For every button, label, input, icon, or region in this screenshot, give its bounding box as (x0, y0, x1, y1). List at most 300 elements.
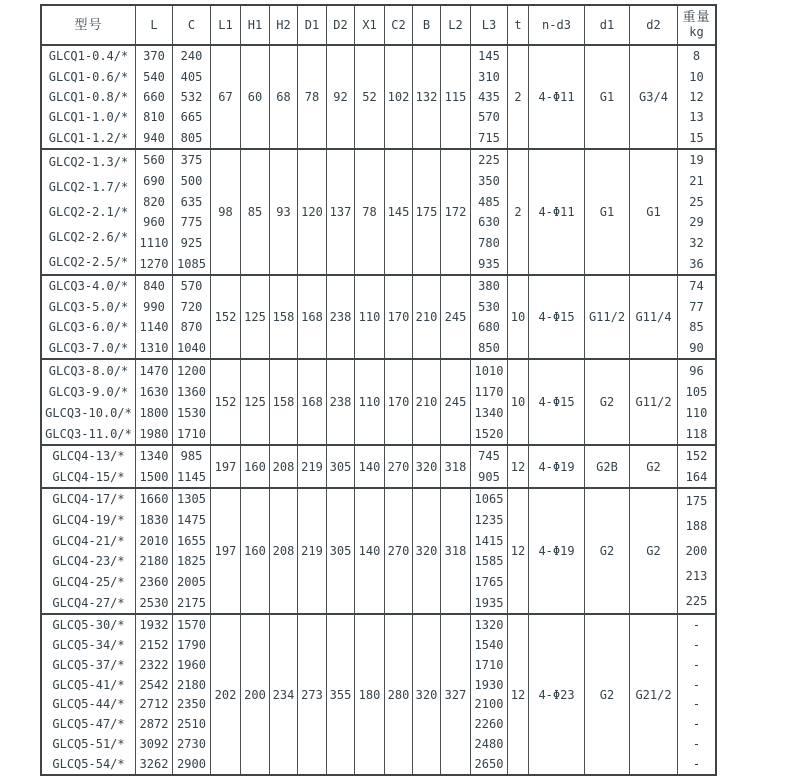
cell-L3 (471, 489, 508, 613)
cell-L2 (441, 360, 471, 444)
cell-value: 115 (444, 90, 467, 104)
cell-X1 (355, 360, 385, 444)
cell-value: GLCQ3-11.0/* (45, 426, 132, 441)
cell-L3 (471, 615, 508, 774)
cell-value: 120 (301, 205, 323, 219)
cell-value: 1110 (139, 235, 169, 250)
cell-value: 4-Φ11 (538, 90, 575, 104)
cell-value: 2180 (177, 677, 206, 692)
cell-value: 320 (415, 687, 438, 702)
cell-L (136, 46, 173, 148)
cell-value: GLCQ3-9.0/* (48, 384, 129, 399)
cell-L3 (471, 446, 508, 487)
cell-value: 93 (276, 205, 291, 219)
cell-value: 1930 (474, 677, 504, 692)
cell-value: GLCQ5-30/* (52, 617, 125, 632)
cell-value: 1085 (177, 256, 206, 271)
cell-value: 1830 (139, 512, 169, 527)
cell-L (136, 615, 173, 774)
cell-L1 (211, 360, 241, 444)
cell-value: 1475 (177, 512, 206, 527)
cell-t (508, 276, 529, 358)
cell-value: 12 (510, 687, 526, 702)
cell-value: 4-Φ19 (538, 459, 575, 474)
cell-D2 (327, 489, 355, 613)
cell-value: 273 (301, 687, 323, 702)
cell-value: 270 (387, 459, 410, 474)
cell-D2 (327, 360, 355, 444)
cell-t (508, 489, 529, 613)
cell-value: 940 (143, 130, 165, 145)
cell-value: 98 (218, 205, 233, 219)
cell-D2 (327, 446, 355, 487)
cell-value: G1 (646, 205, 661, 219)
cell-B (413, 615, 441, 774)
cell-value: 305 (329, 544, 352, 558)
cell-value: 2360 (139, 574, 169, 589)
cell-value: 110 (358, 395, 381, 409)
cell-nd3 (529, 615, 585, 774)
cell-value: 1960 (177, 657, 206, 672)
cell-value: 2350 (177, 697, 206, 712)
cell-value: GLCQ3-6.0/* (48, 320, 129, 335)
cell-L1 (211, 150, 241, 274)
cell-value: 172 (444, 205, 467, 219)
cell-value: 2100 (474, 697, 504, 712)
cell-value: 77 (689, 299, 704, 314)
column-header-H1 (241, 6, 270, 44)
cell-value: 125 (244, 395, 266, 409)
cell-value: 1520 (474, 426, 504, 441)
cell-value: 12 (510, 459, 526, 474)
cell-value: 570 (478, 110, 500, 125)
cell-L2 (441, 446, 471, 487)
cell-value: - (692, 677, 701, 692)
cell-value: GLCQ4-21/* (52, 533, 125, 548)
cell-value: 202 (214, 687, 237, 702)
cell-L1 (211, 46, 241, 148)
cell-value: 197 (214, 459, 237, 474)
cell-value: 635 (180, 194, 203, 209)
cell-value: 1530 (177, 405, 206, 420)
cell-value: G2 (599, 544, 615, 558)
cell-nd3 (529, 360, 585, 444)
cell-value: 158 (272, 395, 295, 409)
cell-B (413, 489, 441, 613)
cell-value: 2480 (474, 737, 504, 752)
cell-kg (678, 446, 715, 487)
cell-value: 532 (180, 89, 203, 104)
cell-value: 305 (329, 459, 352, 474)
column-header-label: L (150, 17, 158, 32)
column-header-C (173, 6, 211, 44)
cell-value: 1310 (139, 340, 169, 355)
cell-value: GLCQ1-1.0/* (48, 110, 129, 125)
cell-value: 1790 (177, 637, 206, 652)
cell-value: 2180 (139, 554, 169, 569)
cell-value: 690 (143, 173, 165, 188)
cell-value: 25 (689, 194, 704, 209)
cell-C2 (385, 46, 413, 148)
cell-value: G2 (599, 395, 615, 409)
cell-model (42, 150, 136, 274)
column-header-label: t (514, 17, 522, 32)
cell-value: 1320 (474, 617, 504, 632)
cell-value: 1570 (177, 617, 206, 632)
column-header-D2 (327, 6, 355, 44)
cell-H1 (241, 150, 270, 274)
table-block-row (42, 444, 715, 487)
cell-value: 10 (689, 69, 704, 84)
cell-value: - (692, 757, 701, 772)
column-header-label: 重量 (682, 10, 711, 25)
table-block-row (42, 487, 715, 613)
cell-value: 200 (685, 543, 708, 558)
cell-D1 (298, 446, 327, 487)
cell-D2 (327, 150, 355, 274)
cell-t (508, 615, 529, 774)
cell-nd3 (529, 46, 585, 148)
table-block-row (42, 613, 715, 774)
cell-value: 238 (329, 310, 352, 324)
cell-value: 3092 (139, 737, 169, 752)
cell-value: 168 (301, 395, 323, 409)
cell-value: GLCQ1-0.6/* (48, 69, 129, 84)
cell-L (136, 150, 173, 274)
table-block-row (42, 358, 715, 444)
cell-D2 (327, 615, 355, 774)
cell-value: 1065 (474, 492, 504, 507)
cell-value: 805 (180, 130, 203, 145)
cell-value: 245 (444, 310, 467, 324)
cell-d2 (630, 615, 678, 774)
cell-value: 327 (444, 687, 467, 702)
cell-B (413, 276, 441, 358)
cell-L2 (441, 276, 471, 358)
cell-value: 210 (415, 395, 438, 409)
cell-value: GLCQ1-1.2/* (48, 130, 129, 145)
cell-value: 74 (689, 279, 704, 294)
cell-L2 (441, 489, 471, 613)
cell-value: 60 (247, 90, 263, 104)
cell-H1 (241, 360, 270, 444)
cell-value: 152 (214, 395, 237, 409)
cell-L (136, 360, 173, 444)
cell-value: - (692, 657, 701, 672)
cell-L1 (211, 489, 241, 613)
cell-D1 (298, 46, 327, 148)
cell-L (136, 489, 173, 613)
column-header-d1 (585, 6, 630, 44)
cell-value: GLCQ3-10.0/* (45, 405, 132, 420)
cell-C (173, 360, 211, 444)
cell-value: 570 (180, 279, 203, 294)
cell-model (42, 46, 136, 148)
column-header-label: C (187, 17, 196, 32)
cell-value: 152 (685, 449, 708, 464)
cell-value: 92 (333, 90, 348, 104)
cell-value: GLCQ2-2.5/* (48, 254, 129, 269)
cell-value: 1630 (139, 384, 169, 399)
cell-X1 (355, 446, 385, 487)
cell-value: 1470 (139, 363, 169, 378)
cell-value: GLCQ5-44/* (52, 697, 125, 712)
cell-value: 170 (387, 310, 410, 324)
cell-value: 2650 (474, 757, 504, 772)
cell-value: G11/4 (635, 310, 672, 324)
cell-L3 (471, 150, 508, 274)
cell-value: GLCQ4-23/* (52, 554, 125, 569)
cell-d1 (585, 46, 630, 148)
cell-value: 125 (244, 310, 266, 324)
cell-value: GLCQ2-2.6/* (48, 229, 129, 244)
cell-L3 (471, 276, 508, 358)
cell-value: GLCQ2-2.1/* (48, 204, 129, 219)
cell-value: 985 (180, 449, 203, 464)
cell-C (173, 489, 211, 613)
column-header-label: L1 (218, 17, 233, 32)
cell-value: 1140 (139, 320, 169, 335)
cell-value: 225 (478, 153, 500, 168)
cell-value: G2 (599, 687, 615, 702)
cell-L1 (211, 276, 241, 358)
cell-value: GLCQ3-4.0/* (48, 279, 129, 294)
cell-C (173, 615, 211, 774)
cell-value: 200 (244, 687, 266, 702)
cell-value: - (692, 737, 701, 752)
cell-value: 630 (478, 215, 500, 230)
cell-value: G3/4 (639, 90, 668, 104)
cell-value: 1540 (474, 637, 504, 652)
table-block-row (42, 274, 715, 358)
cell-value: GLCQ3-8.0/* (48, 363, 129, 378)
cell-t (508, 360, 529, 444)
column-header-label: B (422, 17, 431, 32)
cell-D2 (327, 46, 355, 148)
cell-X1 (355, 46, 385, 148)
cell-value: 405 (180, 69, 203, 84)
cell-value: 208 (272, 459, 295, 474)
cell-value: G2B (596, 459, 618, 474)
cell-H2 (270, 46, 298, 148)
cell-X1 (355, 276, 385, 358)
cell-value: GLCQ5-51/* (52, 737, 125, 752)
table-block-row (42, 46, 715, 148)
cell-value: 10 (510, 395, 526, 409)
cell-value: 4-Φ11 (538, 205, 575, 219)
cell-value: 935 (478, 256, 500, 271)
cell-t (508, 46, 529, 148)
cell-value: 2322 (139, 657, 169, 672)
cell-value: GLCQ1-0.8/* (48, 89, 129, 104)
cell-kg (678, 276, 715, 358)
cell-value: 188 (685, 519, 708, 534)
cell-value: 318 (444, 459, 467, 474)
cell-value: 1200 (177, 363, 206, 378)
cell-kg (678, 150, 715, 274)
cell-L (136, 446, 173, 487)
cell-D1 (298, 489, 327, 613)
cell-C2 (385, 615, 413, 774)
cell-value: 850 (478, 340, 500, 355)
cell-C2 (385, 360, 413, 444)
cell-value: 375 (180, 153, 203, 168)
column-header-L (136, 6, 173, 44)
cell-value: 240 (180, 49, 203, 64)
column-header-kg (678, 6, 715, 44)
cell-value: 665 (180, 110, 203, 125)
cell-value: GLCQ4-15/* (52, 469, 125, 484)
cell-value: 2260 (474, 717, 504, 732)
cell-value: 245 (444, 395, 467, 409)
cell-B (413, 150, 441, 274)
cell-value: 1655 (177, 533, 206, 548)
cell-value: 1170 (474, 384, 504, 399)
cell-value: 318 (444, 544, 467, 558)
cell-kg (678, 489, 715, 613)
cell-value: G2 (646, 544, 661, 558)
cell-value: 1800 (139, 405, 169, 420)
cell-value: 2175 (177, 595, 206, 610)
cell-value: 270 (387, 544, 410, 558)
cell-value: 3262 (139, 757, 169, 772)
cell-value: G1 (599, 90, 615, 104)
cell-value: 145 (478, 49, 500, 64)
cell-value: 1660 (139, 492, 169, 507)
cell-C2 (385, 446, 413, 487)
cell-D1 (298, 150, 327, 274)
cell-value: 197 (214, 544, 237, 558)
cell-value: 15 (689, 130, 704, 145)
column-header-label: n-d3 (542, 17, 571, 32)
cell-t (508, 150, 529, 274)
cell-d1 (585, 489, 630, 613)
cell-value: 208 (272, 544, 295, 558)
cell-value: 350 (478, 173, 500, 188)
cell-value: GLCQ4-19/* (52, 512, 125, 527)
cell-value: 225 (685, 593, 708, 608)
cell-value: 12 (510, 544, 526, 558)
cell-value: - (692, 617, 701, 632)
cell-value: 2712 (139, 697, 169, 712)
cell-value: 320 (415, 544, 438, 558)
cell-value: 10 (510, 310, 526, 324)
cell-value: - (692, 717, 701, 732)
cell-value: 36 (689, 256, 704, 271)
cell-value: 1360 (177, 384, 206, 399)
cell-H2 (270, 489, 298, 613)
column-header-t (508, 6, 529, 44)
table-header-row (42, 6, 715, 46)
cell-value: 960 (143, 215, 165, 230)
cell-value: 168 (301, 310, 323, 324)
cell-value: 68 (276, 90, 291, 104)
cell-C (173, 276, 211, 358)
cell-value: 234 (272, 687, 295, 702)
cell-value: 21 (689, 173, 704, 188)
cell-value: 780 (478, 235, 500, 250)
cell-value: 2872 (139, 717, 169, 732)
column-header-label: D1 (304, 17, 320, 32)
cell-value: 990 (143, 299, 165, 314)
column-header-label: d2 (646, 17, 661, 32)
column-header-label: X1 (362, 17, 377, 32)
cell-value: 85 (247, 205, 263, 219)
cell-H2 (270, 615, 298, 774)
cell-C2 (385, 489, 413, 613)
cell-D1 (298, 276, 327, 358)
cell-value: GLCQ4-27/* (52, 595, 125, 610)
cell-value: 4-Φ23 (538, 687, 575, 702)
cell-value: 2005 (177, 574, 206, 589)
cell-value: - (692, 697, 701, 712)
cell-X1 (355, 150, 385, 274)
cell-value: 78 (362, 205, 377, 219)
column-header-L2 (441, 6, 471, 44)
cell-value: 78 (304, 90, 320, 104)
table-block-row (42, 148, 715, 274)
cell-value: GLCQ1-0.4/* (48, 49, 129, 64)
cell-model (42, 615, 136, 774)
cell-value: 85 (689, 320, 704, 335)
cell-d2 (630, 489, 678, 613)
cell-value: 1825 (177, 554, 206, 569)
cell-L2 (441, 150, 471, 274)
cell-value: 210 (415, 310, 438, 324)
cell-value: 158 (272, 310, 295, 324)
column-header-label: L2 (448, 17, 463, 32)
cell-value: GLCQ5-37/* (52, 657, 125, 672)
cell-L2 (441, 46, 471, 148)
cell-value: 1932 (139, 617, 169, 632)
cell-value: 140 (358, 459, 381, 474)
cell-value: 12 (689, 89, 704, 104)
cell-value: 2510 (177, 717, 206, 732)
cell-value: 2542 (139, 677, 169, 692)
cell-B (413, 46, 441, 148)
cell-d2 (630, 276, 678, 358)
cell-value: 1235 (474, 512, 504, 527)
cell-value: 775 (180, 215, 203, 230)
column-header-sublabel: kg (689, 25, 704, 39)
column-header-nd3 (529, 6, 585, 44)
cell-value: 720 (180, 299, 203, 314)
cell-model (42, 276, 136, 358)
cell-L3 (471, 46, 508, 148)
cell-d2 (630, 46, 678, 148)
cell-value: 29 (689, 215, 704, 230)
cell-value: 170 (387, 395, 410, 409)
cell-value: 175 (415, 205, 438, 219)
cell-C (173, 150, 211, 274)
cell-value: 1710 (177, 426, 206, 441)
column-header-label: d1 (599, 17, 615, 32)
cell-value: 540 (143, 69, 165, 84)
column-header-d2 (630, 6, 678, 44)
cell-value: 1340 (139, 449, 169, 464)
cell-d1 (585, 446, 630, 487)
cell-value: 90 (689, 340, 704, 355)
cell-value: 1010 (474, 363, 504, 378)
cell-value: 925 (180, 235, 203, 250)
cell-value: GLCQ5-41/* (52, 677, 125, 692)
cell-value: 8 (692, 49, 701, 64)
cell-value: 145 (387, 205, 410, 219)
cell-L (136, 276, 173, 358)
cell-value: 19 (689, 153, 704, 168)
cell-H1 (241, 489, 270, 613)
cell-L1 (211, 446, 241, 487)
